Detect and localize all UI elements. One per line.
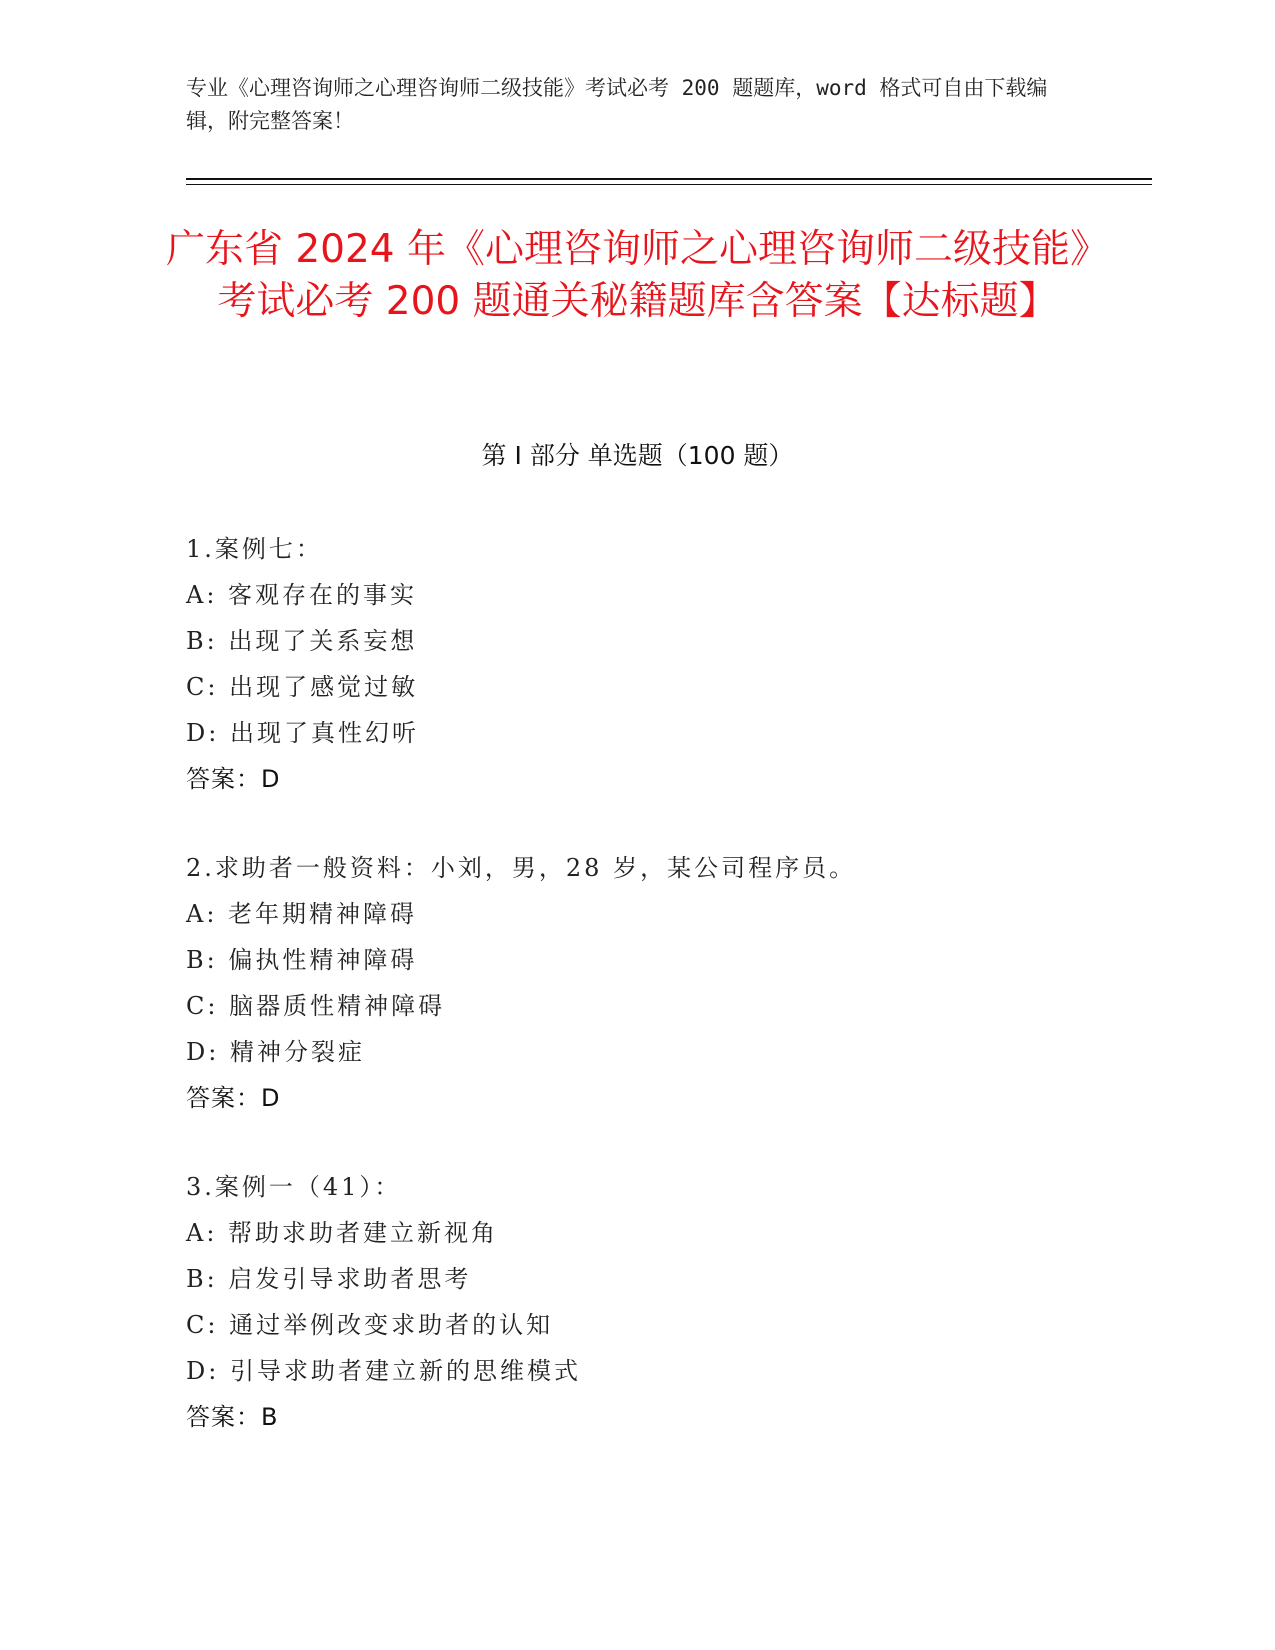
answer: 答案：B bbox=[186, 1403, 279, 1431]
option-c: C: 通过举例改变求助者的认知 bbox=[186, 1311, 554, 1339]
header-rule-thick bbox=[186, 178, 1152, 180]
option-a: A: 客观存在的事实 bbox=[186, 581, 418, 609]
option-a: A: 老年期精神障碍 bbox=[186, 900, 418, 928]
answer: 答案：D bbox=[186, 765, 281, 793]
header-rule-thin bbox=[186, 184, 1152, 185]
header-note: 专业《心理咨询师之心理咨询师二级技能》考试必考 200 题题库，word 格式可自由下载编辑，附完整答案！ bbox=[186, 76, 1048, 133]
question-stem: 1.案例七： bbox=[186, 535, 323, 563]
question-3 bbox=[186, 1164, 1086, 1483]
option-b: B: 偏执性精神障碍 bbox=[186, 946, 418, 974]
option-c: C: 脑器质性精神障碍 bbox=[186, 992, 446, 1020]
question-1 bbox=[186, 526, 1086, 845]
section-heading: 第 I 部分 单选题（100 题） bbox=[481, 441, 794, 470]
answer: 答案：D bbox=[186, 1084, 281, 1112]
option-d: D: 精神分裂症 bbox=[186, 1038, 365, 1066]
question-2 bbox=[186, 845, 1086, 1164]
document-title: 广东省 2024 年《心理咨询师之心理咨询师二级技能》考试必考 200 题通关秘籍题库含答案【达标题】 bbox=[165, 227, 1110, 324]
option-d: D: 引导求助者建立新的思维模式 bbox=[186, 1357, 581, 1385]
option-a: A: 帮助求助者建立新视角 bbox=[186, 1219, 499, 1247]
question-list bbox=[186, 526, 1086, 1483]
option-d: D: 出现了真性幻听 bbox=[186, 719, 419, 747]
option-c: C: 出现了感觉过敏 bbox=[186, 673, 419, 701]
option-b: B: 出现了关系妄想 bbox=[186, 627, 418, 655]
question-stem: 3.案例一（41）： bbox=[186, 1173, 402, 1201]
question-stem: 2.求助者一般资料：小刘，男，28 岁，某公司程序员。 bbox=[186, 854, 857, 882]
option-b: B: 启发引导求助者思考 bbox=[186, 1265, 472, 1293]
